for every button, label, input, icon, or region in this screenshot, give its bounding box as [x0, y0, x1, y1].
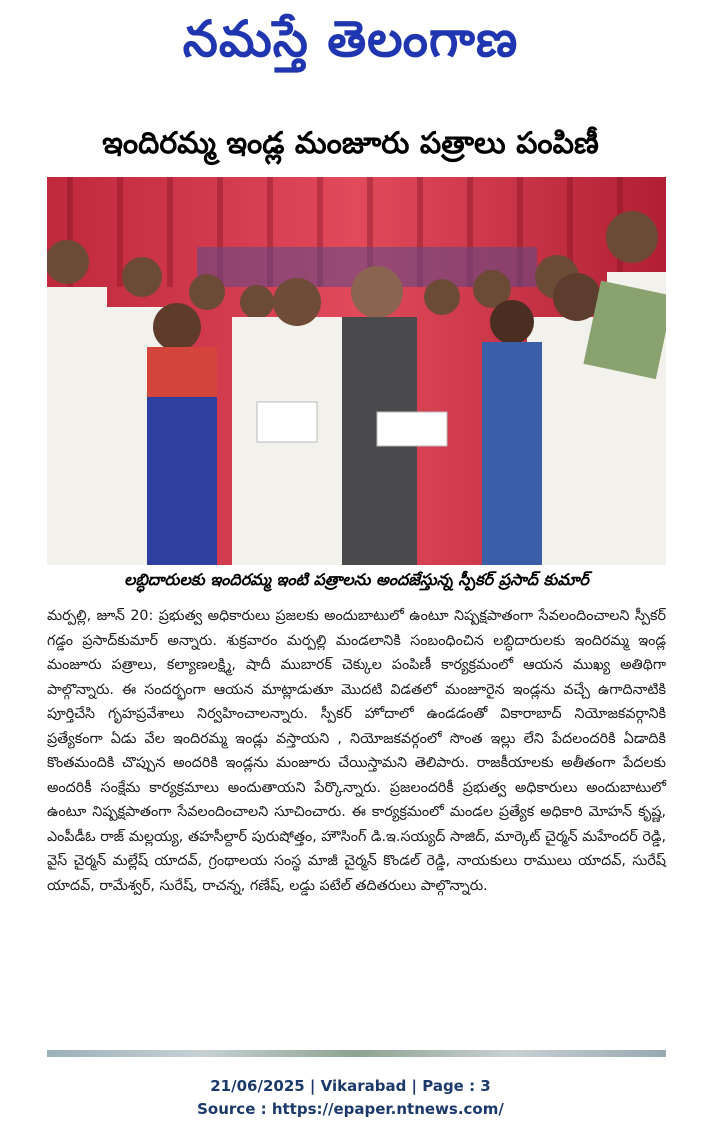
photo-illustration — [47, 177, 666, 565]
article-paragraph: మర్పల్లి, జూన్ 20: ప్రభుత్వ అధికారులు ప్రజలకు అందుబాటులో ఉంటూ నిష్పక్షపాతంగా సేవలందించాలని స్పీకర్ గడ్డం ప్రసాద్‌కుమార్ అన్నారు. శుక్రవారం మర్పల్లి మండలానికి సంబంధించిన లబ్ధిదారులకు ఇందిరమ్మ ఇండ్ల మంజూరు పత్రాలు, కల్యాణలక్ష్మి, షాదీ ముబారక్ చెక్కుల పంపిణీ కార్యక్రమంలో ఆయన ముఖ్య అతిథిగా పాల్గొన్నారు. ఈ సందర్భంగా ఆయన మాట్లాడుతూ మొదటి విడతలో మంజూరైన ఇండ్లను వచ్చే ఉగాదినాటికి పూర్తిచేసి గృహప్రవేశాలు నిర్వహించాలన్నారు. స్పీకర్ హోదాలో ఉండడంతో వికారాబాద్ నియోజకవర్గానికి ప్రత్యేకంగా ఏడు వేల ఇందిరమ్మ ఇండ్లు వస్తాయని , నియోజకవర్గంలో సొంత ఇల్లు లేని పేదలందరికి ఏడాదికి కొంతమందికి చొప్పున అందరికి ఇండ్లను మంజూరు చేయిస్తామని తెలిపారు. రాజకీయాలకు అతీతంగా పేదలకు అందరికీ సంక్షేమ కార్యక్రమాలు అందుతాయని పేర్కొన్నారు. ప్రజలందరికీ ప్రభుత్వ అధికారులు అందుబాటులో ఉంటూ నిష్పక్షపాతంగా సేవలందించాలని సూచించారు. ఈ కార్యక్రమంలో మండల ప్రత్యేక అధికారి మోహన్ కృష్ణ, ఎంపీడీఓ రాజ్ మల్లయ్య, తహసీల్దార్ పురుషోత్తం, హౌసింగ్ డి.ఇ.సయ్యద్ సాజిద్, మార్కెట్ చైర్మన్ మహేందర్ రెడ్డి, వైస్ చైర్మన్ మల్లేష్ యాదవ్, గ్రంథాలయ సంస్థ మాజీ చైర్మన్ కొండల్ రెడ్డి, నాయకులు రాములు యాదవ్, సురేష్ యాదవ్, రామేశ్వర్, సురేష్, రాచన్న, గణేష్, లడ్డు పటేల్ తదితరులు పాల్గొన్నారు. — [47, 608, 666, 894]
masthead-title: నమస్తే తెలంగాణ — [182, 10, 519, 68]
source-link[interactable]: Source : https://epaper.ntnews.com/ — [197, 1100, 504, 1118]
article-photo — [47, 177, 666, 565]
photo-caption: లబ్ధిదారులకు ఇందిరమ్మ ఇంటి పత్రాలను అందజేస్తున్న స్పీకర్ ప్రసాద్ కుమార్ — [124, 570, 589, 589]
article-headline: ఇందిరమ్మ ఇండ్ల మంజూరు పత్రాలు పంపిణీ — [102, 126, 599, 161]
edition-info: 21/06/2025 | Vikarabad | Page : 3 — [210, 1077, 491, 1095]
next-photo-edge — [47, 1050, 666, 1057]
newspaper-masthead — [0, 6, 701, 72]
article-body — [47, 604, 666, 898]
